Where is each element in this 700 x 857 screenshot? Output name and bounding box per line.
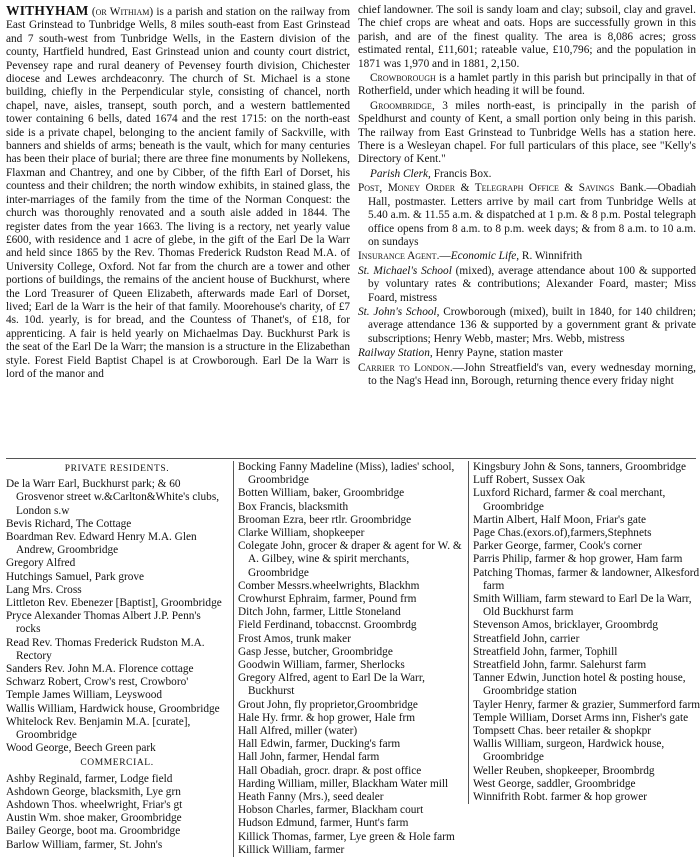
directory-entry: Gasp Jesse, butcher, Groombridge — [238, 645, 393, 658]
directory-entry: Wallis William, Hardwick house, Groombridge — [6, 702, 220, 715]
commercial-list-3 — [473, 461, 700, 804]
directory-entry: Boardman Rev. Edward Henry M.A. Glen Andrew, Groombridge — [6, 531, 197, 557]
parish-clerk-name: Francis Box. — [433, 167, 492, 180]
directory-entry: Streatfield John, farmer, Tophill — [473, 645, 618, 658]
directory-entry: Schwarz Robert, Crow's rest, Crowboro' — [6, 676, 189, 689]
post-office-text: Bank.—Obadiah Hall, postmaster. Letters arrive by mail cart from Tunbridge Wells at 5.40 a.m. & 11.55 a.m. & dispatched at 1 p.m. & 8 p.m. Postal telegraph office opens from 8 a.m. to 8 p.m. week days; & from 8 a.m. to 10 a.m. on sundays — [368, 182, 697, 248]
commercial-list-2 — [238, 461, 466, 857]
directory-entry: Temple James William, Leyswood — [6, 689, 163, 702]
directory-entry: Bevis Richard, The Cottage — [6, 517, 132, 530]
directory-entry: Pryce Alexander Thomas Albert J.P. Penn's rocks — [6, 610, 201, 636]
directory-entry: Martin Albert, Half Moon, Friar's gate — [473, 513, 647, 526]
place-heading-alt: (or Withiam) — [91, 6, 154, 18]
directory-entry: Harding William, miller, Blackham Water mill — [238, 777, 449, 790]
school2-text: Crowborough (mixed), built in 1840, for 140 children; average attendance 136 & supported by a government grant & private subscriptions; Henry Webb, master; Mrs. Webb, mistress — [368, 305, 696, 345]
place-heading: WITHYHAM — [6, 3, 89, 18]
crowborough-text: is a hamlet partly in this parish but principally in that of Rotherfield, under which heading it will be found. — [358, 72, 696, 98]
directory-entry: Hale Hy. frmr. & hop grower, Hale frm — [238, 711, 415, 724]
directory-entry: Grout John, fly proprietor,Groombridge — [238, 698, 418, 711]
article-continuation: chief landowner. The soil is sandy loam and clay; subsoil, clay and gravel. The chief crops are wheat and oats. Hops are successfully grown in this parish, and are of the finest quality. The area is 8,086 acres; gross estimated rental, £11,601; rateable value, £10,796; and the population in 1871 was 1,970 and in 1881, 2,150. — [358, 4, 696, 70]
article-left-column — [6, 4, 350, 382]
directory-column-1 — [6, 461, 228, 852]
directory-column-3 — [468, 461, 700, 804]
directory-entry: Ashdown Thos. wheelwright, Friar's gt — [6, 799, 183, 812]
groombridge-heading: Groombridge, — [370, 99, 435, 112]
directory-entry: Austin Wm. shoe maker, Groombridge — [6, 812, 182, 825]
directory-entry: Sanders Rev. John M.A. Florence cottage — [6, 663, 194, 676]
directory-entry: West George, saddler, Groombridge — [473, 777, 636, 790]
directory-entry: Hall John, farmer, Hendal farm — [238, 751, 380, 764]
directory-entry: Weller Reuben, shopkeeper, Broombrdg — [473, 764, 655, 777]
directory-entry: Gregory Alfred, agent to Earl De la Warr, Buckhurst — [238, 672, 425, 698]
directory-entry: Hall Obadiah, grocr. drapr. & post office — [238, 764, 422, 777]
directory-entry: Tanner Edwin, Junction hotel & posting house, Groombridge station — [473, 672, 686, 698]
directory-entry: Barlow William, farmer, St. John's — [6, 838, 163, 851]
directory-entry: Hutchings Samuel, Park grove — [6, 570, 145, 583]
directory-entry: Hobson Charles, farmer, Blackham court — [238, 804, 424, 817]
directory-entry: Frost Amos, trunk maker — [238, 632, 351, 645]
directory-entry: Read Rev. Thomas Frederick Rudston M.A. Rectory — [6, 636, 205, 662]
insurance-company: Economic Life, — [450, 250, 520, 263]
directory-entry: Ashdown George, blacksmith, Lye grn — [6, 785, 181, 798]
school-entry-st-john — [358, 306, 696, 346]
directory-entry: Tompsett Chas. beer retailer & shopkpr — [473, 725, 652, 738]
directory-entry: Heath Fanny (Mrs.), seed dealer — [238, 791, 384, 804]
crowborough-heading: Crowborough — [370, 72, 436, 85]
parish-clerk-label: Parish Clerk, — [370, 167, 431, 180]
directory-entry: Botten William, baker, Groombridge — [238, 487, 405, 500]
directory-entry: Streatfield John, farmr. Salehurst farm — [473, 659, 647, 672]
directory-entry: Gregory Alfred — [6, 557, 76, 570]
school1-text: (mixed), average attendance about 100 & supported by voluntary rates & contributions; Alexander Foard, master; Miss Foard, mistress — [368, 264, 696, 304]
directory-entry: De la Warr Earl, Buckhurst park; & 60 Grosvenor street w.&Carlton&White's clubs, London s.w — [6, 478, 220, 517]
directory-page — [6, 3, 700, 856]
directory-entry: Killick William, farmer — [238, 843, 345, 856]
directory-entry: Crowhurst Ephraim, farmer, Pound frm — [238, 593, 417, 606]
directory-entry: Wallis William, surgeon, Hardwick house, Groombridge — [473, 738, 665, 764]
directory-entry: Hall Alfred, miller (water) — [238, 725, 358, 738]
directory-column-2 — [233, 461, 466, 857]
commercial-list-1 — [6, 773, 228, 852]
private-residents-heading: PRIVATE RESIDENTS. — [64, 464, 170, 474]
directory-entry: Luff Robert, Sussex Oak — [473, 474, 586, 487]
post-office-heading: Post, Money Order & Telegraph Office & Savings — [358, 182, 615, 195]
directory-entry: Wood George, Beech Green park — [6, 742, 156, 755]
directory-entry: Temple William, Dorset Arms inn, Fisher's gate — [473, 711, 689, 724]
directory-entry: Parris Philip, farmer & hop grower, Ham farm — [473, 553, 683, 566]
directory-entry: Page Chas.(exors.of),farmers,Stephnets — [473, 527, 652, 540]
directory-entry: Killick Thomas, farmer, Lye green & Hole farm — [238, 830, 455, 843]
carrier-label: Carrier to London.— — [358, 361, 464, 374]
article-intro — [6, 4, 350, 381]
directory-entry: Tayler Henry, farmer & grazier, Summerford farm — [473, 698, 700, 711]
carrier-entry — [358, 362, 696, 389]
insurance-entry — [358, 250, 696, 263]
directory-entry: Bailey George, boot ma. Groombridge — [6, 825, 181, 838]
insurance-label: Insurance Agent.— — [358, 250, 451, 263]
intro-text: is a parish and station on the railway from East Grinstead to Tunbridge Wells, 8 miles south-east from East Grinstead and 7 south-west from Tunbridge Wells, in the Eastern division of the county, Hartfield hundred, East Grinstead union and county court district, Pevensey rape and rural deanery of Pevensey fourth division, Chichester diocese and Lewes archdeaconry. The church of St. Michael is a stone building, chiefly in the Perpendicular style, consisting of chancel, north chapel, nave, aisles, transept, south porch, and a western battlemented tower containing 6 bells, dated 1674 and the rest 1715: on the north-east side is a private chapel, belonging to the ancient family of Sackville, with banners and shields of arms; beneath is the vault, which for many centuries has been their place of burial; there are three fine monuments by Nollekens, Flaxman and Chantrey, and one by Cibber, of the fifth Earl of Dorset, his countess and their children; the north window exhibits, in stained glass, the inter-marriages of the family from the time of the Norman Conquest: the church was thoroughly renovated and a south aisle added in 1844. The register dates from the year 1663. The living is a rectory, net yearly value £600, with residence and 1 acre of glebe, in the gift of the Earl De la Warr and held since 1865 by the Rev. Thomas Frederick Rudston Read M.A. of University College, Oxford. Not far from the church are a tower and other portions of buildings, the remains of the ancient house of Buckhurst, where the Lord Treasurer of Queen Elizabeth, afterwards made Earl of Dorset, lived; Earl de la Warr is the heir of that family. Moorehouse's charity, of £7 4s. 10d. yearly, is for bread, and the Countess of Thanet's, of £18, for apprenticing. A fair is held yearly on Michaelmas Day. Buckhurst Park is the seat of the Earl De la Warr; the mansion is a structure in the Elizabethan style. Forest Field Baptist Chapel is at Crowborough. Earl De la Warr is lord of the manor and — [6, 6, 350, 380]
directory-entry: Brooman Ezra, beer rtlr. Groombridge — [238, 513, 412, 526]
directory-entry: Goodwin William, farmer, Sherlocks — [238, 659, 405, 672]
directory-entry: Streatfield John, carrier — [473, 632, 580, 645]
directory-entry: Field Ferdinand, tobaccnst. Groombrdg — [238, 619, 417, 632]
directory-entry: Smith William, farm steward to Earl De la Warr, Old Buckhurst farm — [473, 593, 692, 619]
section-divider — [6, 458, 696, 459]
directory-entry: Lang Mrs. Cross — [6, 583, 82, 596]
private-list — [6, 478, 228, 755]
groombridge-text: 3 miles north-east, is principally in the parish of Speldhurst and county of Kent, a small portion only being in this parish. The railway from East Grinstead to Tunbridge Wells has a station here. There is a Wesleyan chapel. For full particulars of this place, see "Kelly's Directory of Kent." — [358, 99, 696, 166]
insurance-agent: R. Winnifrith — [521, 250, 583, 263]
directory-entry: Luxford Richard, farmer & coal merchant, Groombridge — [473, 487, 666, 513]
directory-entry: Hudson Edmund, farmer, Hunt's farm — [238, 817, 409, 830]
directory-entry: Hall Edwin, farmer, Ducking's farm — [238, 738, 401, 751]
article-right-column — [358, 4, 696, 389]
directory-entry: Bocking Fanny Madeline (Miss), ladies' school, Groombridge — [238, 461, 455, 487]
school-entry-st-michael — [358, 265, 696, 305]
directory-entry: Kingsbury John & Sons, tanners, Groombridge — [473, 461, 687, 473]
directory-entry: Stevenson Amos, bricklayer, Groombrdg — [473, 619, 658, 632]
directory-entry: Box Francis, blacksmith — [238, 500, 349, 513]
groombridge-paragraph — [358, 100, 696, 167]
crowborough-paragraph — [358, 72, 696, 99]
railway-label: Railway Station, — [358, 347, 433, 360]
parish-clerk — [358, 168, 696, 181]
directory-entry: Colegate John, grocer & draper & agent for W. & A. Gilbey, wine & spirit merchants, Groombridge — [238, 540, 462, 579]
directory-entry: Clarke William, shopkeeper — [238, 527, 365, 540]
commercial-heading: COMMERCIAL. — [80, 758, 154, 769]
directory-entry: Whitelock Rev. Benjamin M.A. [curate], Groombridge — [6, 715, 191, 742]
school2-name: St. John's School, — [358, 305, 440, 318]
post-office-entry — [358, 182, 696, 249]
school1-name: St. Michael's School — [358, 264, 452, 277]
carrier-text: John Streatfield's van, every wednesday morning, to the Nag's Head inn, Borough, returning thence every friday night — [368, 361, 697, 387]
directory-entry: Ditch John, farmer, Little Stoneland — [238, 606, 401, 619]
directory-entry: Parker George, farmer, Cook's corner — [473, 540, 642, 553]
directory-entry: Patching Thomas, farmer & landowner, Alkesford farm — [473, 566, 700, 592]
directory-entry: Comber Messrs.wheelwrights, Blackhm — [238, 579, 420, 592]
directory-entry: Littleton Rev. Ebenezer [Baptist], Groombridge — [6, 597, 222, 610]
railway-text: Henry Payne, station master — [435, 347, 563, 360]
directory-entry: Winnifrith Robt. farmer & hop grower — [473, 791, 647, 804]
directory-entry: Ashby Reginald, farmer, Lodge field — [6, 772, 173, 785]
railway-entry — [358, 347, 696, 360]
